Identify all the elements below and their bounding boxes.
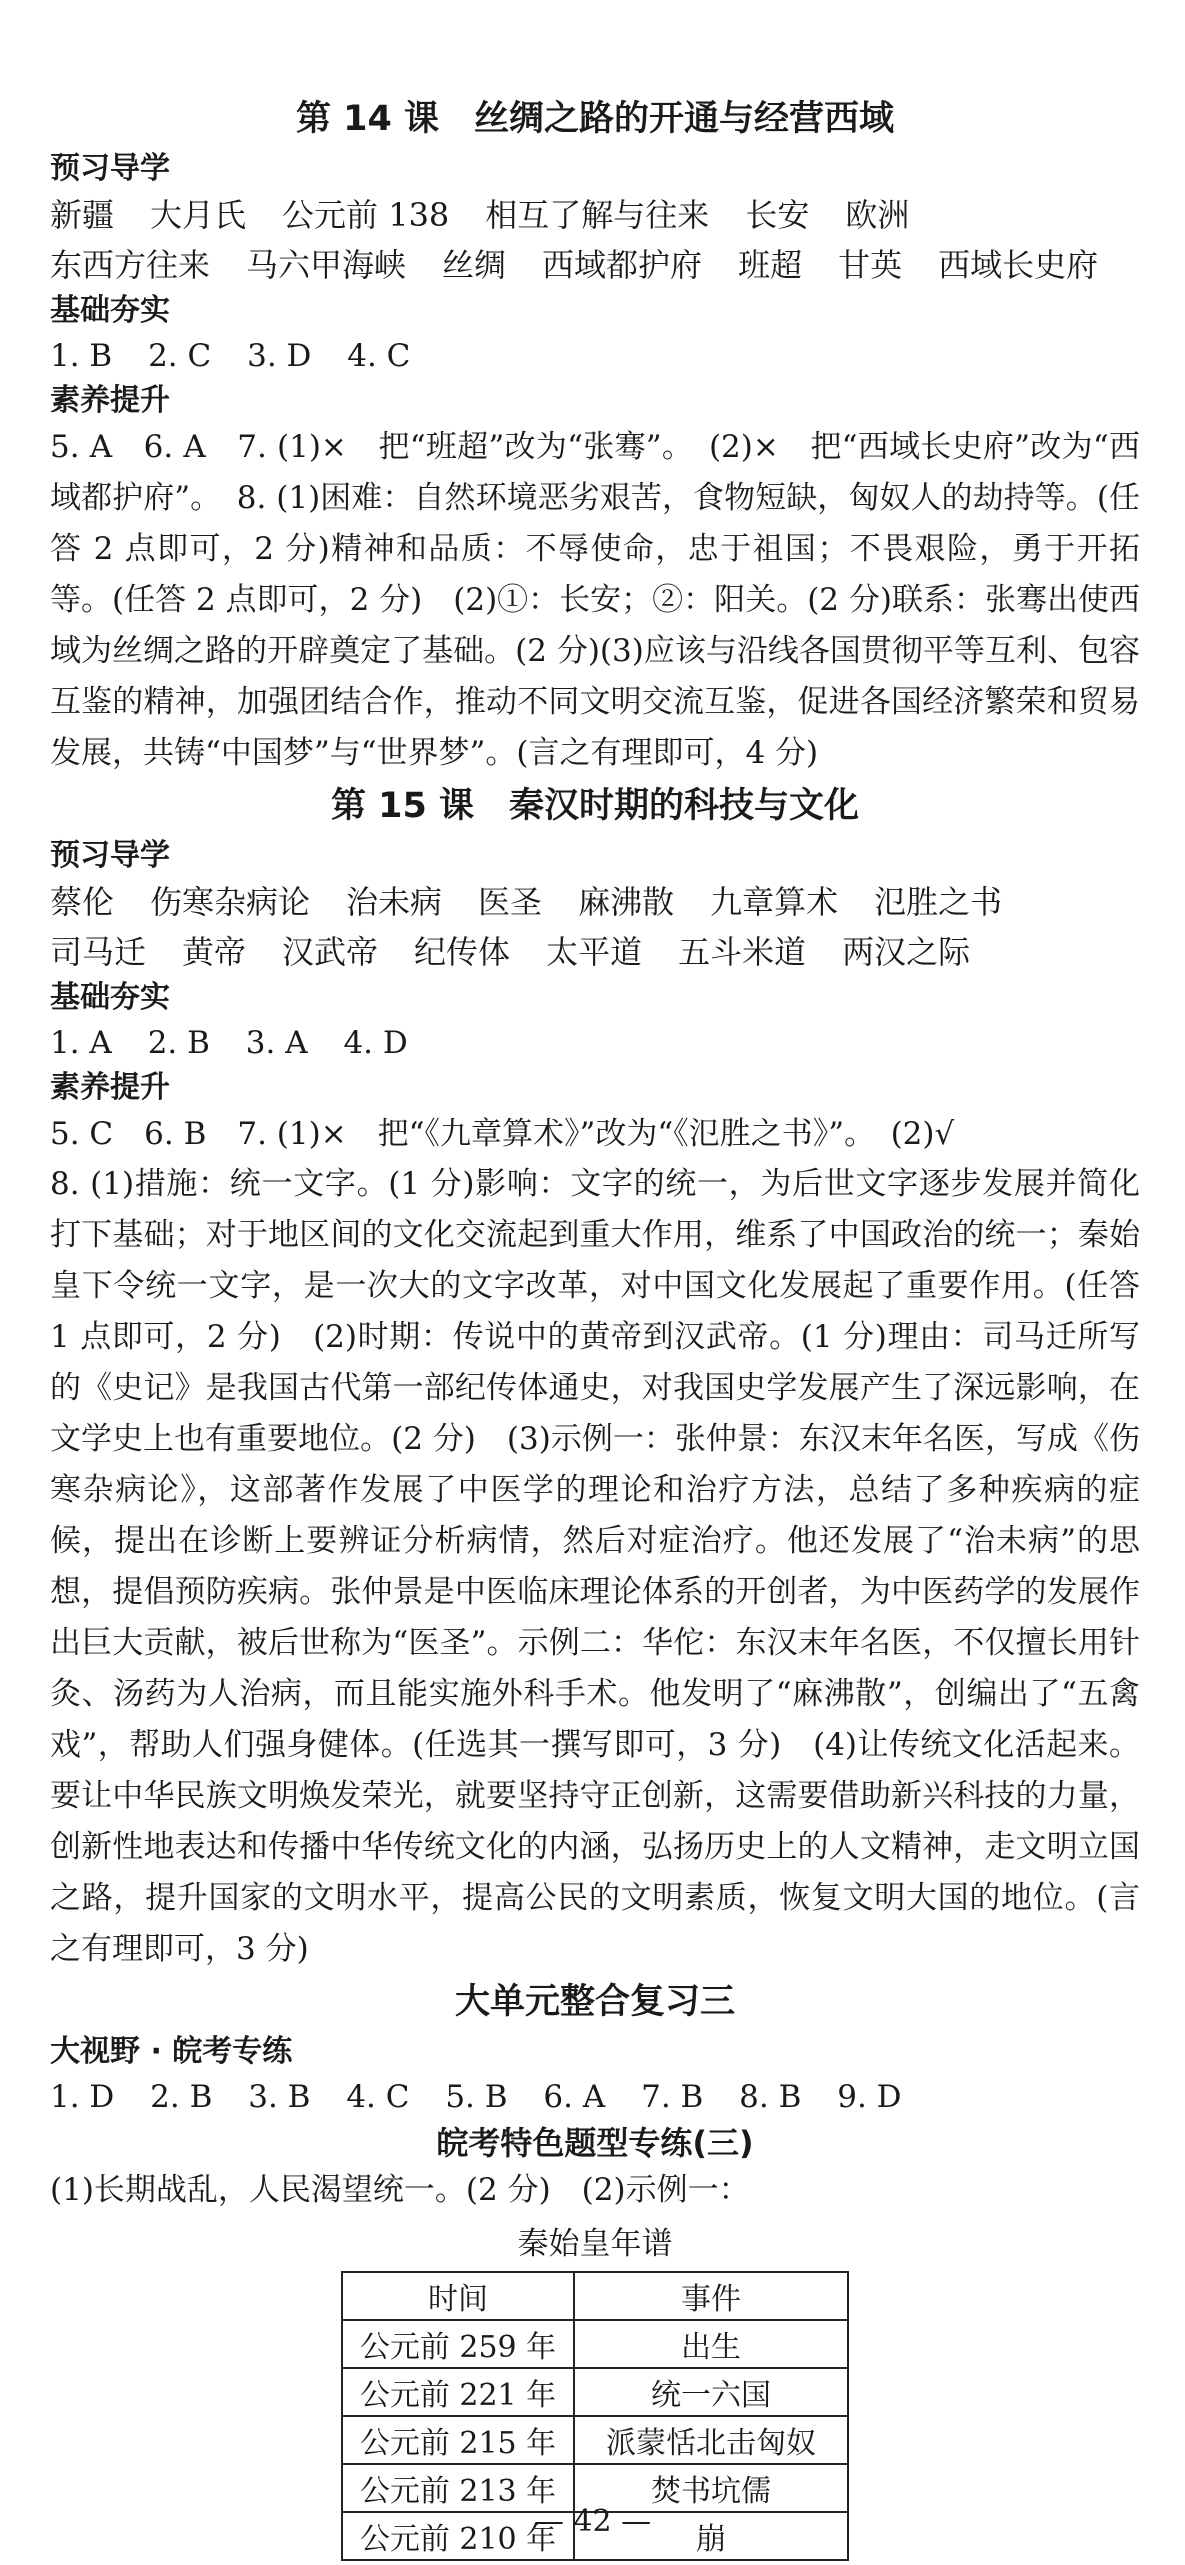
lesson15-title: 第 15 课 秦汉时期的科技与文化 <box>330 786 860 826</box>
lesson15-improve-heading: 素养提升 <box>50 1070 170 1105</box>
table-cell: 公元前 259 年 <box>342 2320 574 2368</box>
term: 九章算术 <box>710 883 839 921</box>
lesson15-improve-line1: 5. C 6. B 7. (1)× 把“《九章算术》”改为“《氾胜之书》”。 (2)√ <box>50 1116 955 1152</box>
answer: 1. D <box>50 2079 115 2115</box>
answer: 9. D <box>837 2079 902 2115</box>
term: 司马迁 <box>50 933 147 971</box>
review-section-heading: 大视野 · 皖考专练 <box>50 2034 293 2069</box>
table-cell: 派蒙恬北击匈奴 <box>574 2416 848 2464</box>
table-cell: 公元前 221 年 <box>342 2368 574 2416</box>
lesson14-improve-heading: 素养提升 <box>50 383 170 418</box>
table-cell: 统一六国 <box>574 2368 848 2416</box>
lesson14-improve-text: 5. A 6. A 7. (1)× 把“班超”改为“张骞”。 (2)× 把“西域长史府”改为“西域都护府”。 8. (1)困难：自然环境恶劣艰苦，食物短缺，匈奴人的劫持等。(任答 2 点即可，2 分)精神和品质：不辱使命，忠于祖国；不畏艰险，勇于开拓等。(任答 2 点即可，2 分) (2)①：长安；②：阳关。(2 分)联系：张骞出使西域为丝绸之路的开辟奠定了基础。(2 分)(3)应该与沿线各国贯彻平等互利、包容互鉴的精神，加强团结合作，推动不同文明交流互鉴，促进各国经济繁荣和贸易发展，共铸“中国梦”与“世界梦”。(言之有理即可，4 分) <box>50 429 1140 771</box>
table-header-cell: 时间 <box>342 2272 574 2320</box>
term: 公元前 138 <box>282 196 450 234</box>
term: 大月氏 <box>150 196 247 234</box>
answer: 4. C <box>347 338 411 374</box>
term: 氾胜之书 <box>874 883 1003 921</box>
answer: 5. B <box>445 2079 508 2115</box>
term: 纪传体 <box>414 933 511 971</box>
term: 医圣 <box>478 883 543 921</box>
lesson14-preview-heading: 预习导学 <box>50 151 170 186</box>
term: 丝绸 <box>442 246 507 284</box>
term: 汉武帝 <box>282 933 379 971</box>
answer: 6. A <box>543 2079 606 2115</box>
table-cell: 公元前 210 年 <box>342 2512 574 2560</box>
term: 相互了解与往来 <box>485 196 710 234</box>
term: 西域都护府 <box>542 246 703 284</box>
term: 东西方往来 <box>50 246 211 284</box>
answer: 3. B <box>248 2079 311 2115</box>
table-cell: 焚书坑儒 <box>574 2464 848 2512</box>
term: 新疆 <box>50 196 115 234</box>
lesson15-preview-heading: 预习导学 <box>50 838 170 873</box>
answer: 8. B <box>739 2079 802 2115</box>
table-caption: 秦始皇年谱 <box>517 2226 673 2262</box>
table-cell: 公元前 215 年 <box>342 2416 574 2464</box>
lesson15-improve-text: 8. (1)措施：统一文字。(1 分)影响：文字的统一，为后世文字逐步发展并简化打下基础；对于地区间的文化交流起到重大作用，维系了中国政治的统一；秦始皇下令统一文字，是一次大的文字改革，对中国文化发展起了重要作用。(任答 1 点即可，2 分) (2)时期：传说中的黄帝到汉武帝。(1 分)理由：司马迁所写的《史记》是我国古代第一部纪传体通史，对我国史学发展产生了深远影响，在文学史上也有重要地位。(2 分) (3)示例一：张仲景：东汉末年名医，写成《伤寒杂病论》，这部著作发展了中医学的理论和治疗方法，总结了多种疾病的症候，提出在诊断上要辨证分析病情，然后对症治疗。他还发展了“治未病”的思想，提倡预防疾病。张仲景是中医临床理论体系的开创者，为中医药学的发展作出巨大贡献，被后世称为“医圣”。示例二：华佗：东汉末年名医，不仅擅长用针灸、汤药为人治病，而且能实施外科手术。他发明了“麻沸散”，创编出了“五禽戏”，帮助人们强身健体。(任选其一撰写即可，3 分) (4)让传统文化活起来。要让中华民族文明焕发荣光，就要坚持守正创新，这需要借助新兴科技的力量，创新性地表达和传播中华传统文化的内涵，弘扬历史上的人文精神，走文明立国之路，提升国家的文明水平，提高公民的文明素质，恢复文明大国的地位。(言之有理即可，3 分) <box>50 1166 1140 1967</box>
review-answers <box>50 2073 1140 2121</box>
table-cell: 崩 <box>574 2512 848 2560</box>
answer: 2. C <box>148 338 212 374</box>
term: 蔡伦 <box>50 883 115 921</box>
term: 两汉之际 <box>842 933 971 971</box>
table-header-row <box>342 2272 848 2320</box>
term: 甘英 <box>838 246 903 284</box>
answer: 4. D <box>343 1025 408 1061</box>
answer: 1. B <box>50 338 113 374</box>
term: 伤寒杂病论 <box>150 883 311 921</box>
table-row <box>342 2320 848 2368</box>
review-title: 大单元整合复习三 <box>454 1982 735 2022</box>
table-cell: 公元前 213 年 <box>342 2464 574 2512</box>
lesson15-terms <box>50 877 1140 977</box>
answer: 7. B <box>641 2079 704 2115</box>
term: 西域长史府 <box>938 246 1099 284</box>
answer: 2. B <box>150 2079 213 2115</box>
term: 太平道 <box>546 933 643 971</box>
lesson14-terms <box>50 190 1140 290</box>
page-number: — 42 — <box>533 2504 652 2539</box>
term: 班超 <box>738 246 803 284</box>
term: 马六甲海峡 <box>246 246 407 284</box>
table-cell: 出生 <box>574 2320 848 2368</box>
answer: 3. A <box>245 1025 308 1061</box>
term: 黄帝 <box>182 933 247 971</box>
answer: 1. A <box>50 1025 112 1061</box>
table-header-cell: 事件 <box>574 2272 848 2320</box>
table-row <box>342 2368 848 2416</box>
term: 五斗米道 <box>678 933 807 971</box>
lesson14-title: 第 14 课 丝绸之路的开通与经营西域 <box>295 99 895 139</box>
table-row <box>342 2416 848 2464</box>
special-text: (1)长期战乱，人民渴望统一。(2 分) (2)示例一： <box>50 2172 750 2208</box>
answer: 3. D <box>247 338 312 374</box>
lesson15-basic-heading: 基础夯实 <box>50 980 170 1015</box>
page-content <box>50 96 1140 2561</box>
answer: 2. B <box>147 1025 210 1061</box>
term: 治未病 <box>346 883 443 921</box>
lesson14-basic-heading: 基础夯实 <box>50 293 170 328</box>
lesson14-basic-answers <box>50 332 1140 380</box>
answer: 4. C <box>346 2079 410 2115</box>
term: 麻沸散 <box>578 883 675 921</box>
term: 欧洲 <box>845 196 910 234</box>
lesson15-basic-answers <box>50 1019 1140 1067</box>
term: 长安 <box>745 196 810 234</box>
special-title: 皖考特色题型专练(三) <box>436 2124 754 2162</box>
